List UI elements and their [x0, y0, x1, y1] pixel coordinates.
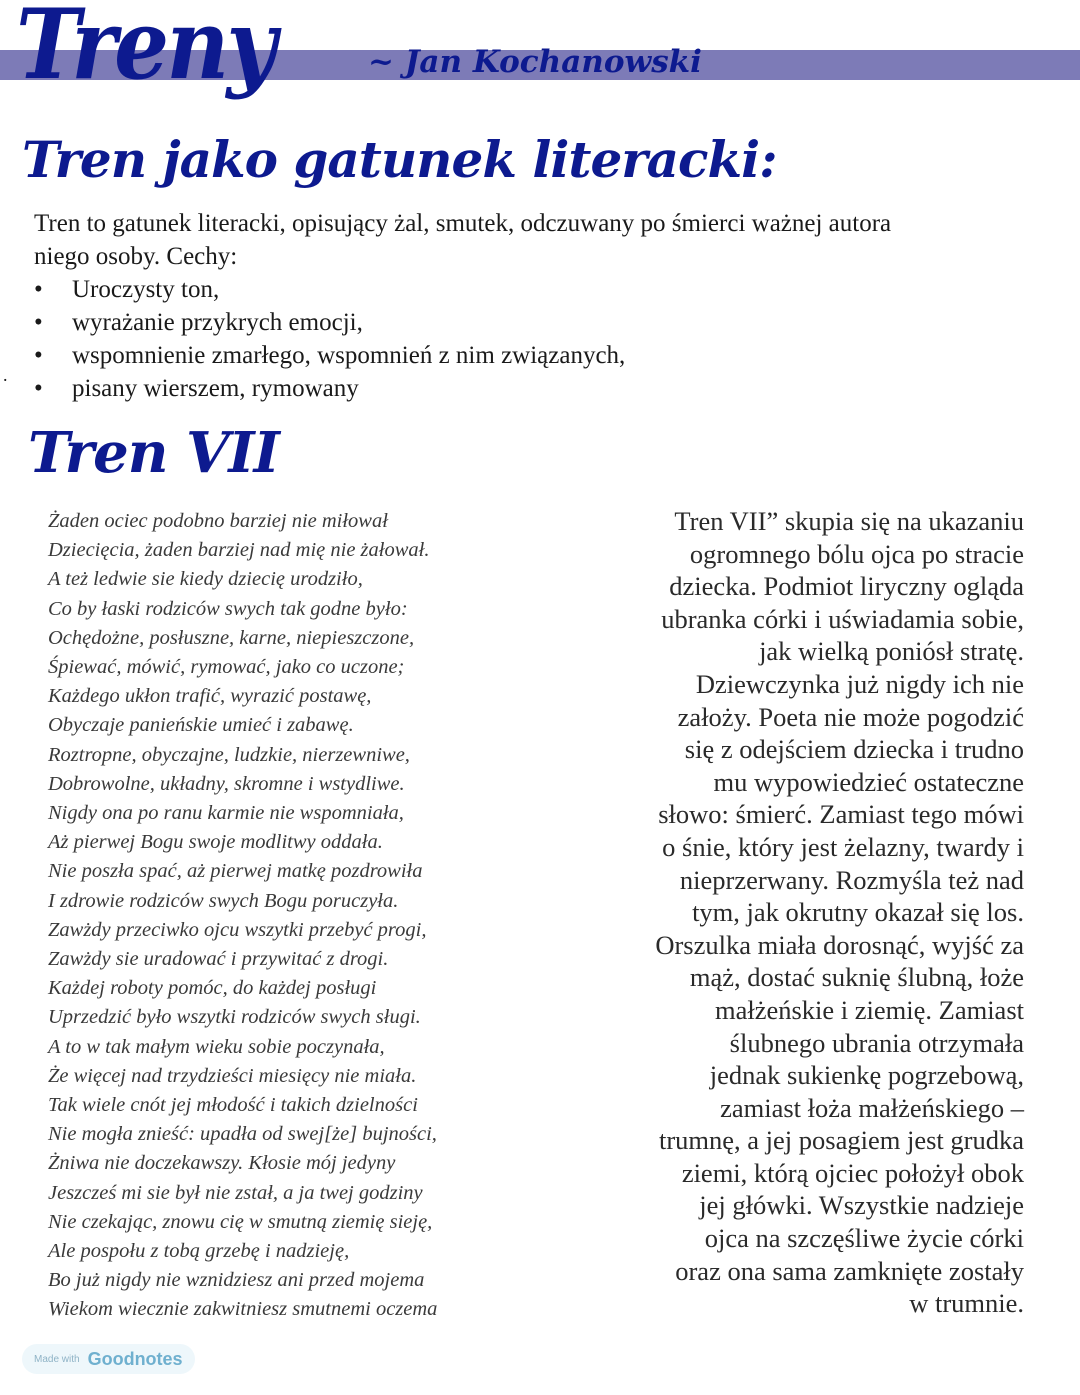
poem-line: Nigdy ona po ranu karmie nie wspomniała, [48, 802, 404, 825]
goodnotes-badge[interactable] [22, 1344, 195, 1374]
poem-line: Uprzedzić było wszytki rodziców swych sługi. [48, 1006, 421, 1029]
poem-line: Śpiewać, mówić, rymować, jako co uczone; [48, 656, 405, 679]
commentary-line: ubranka córki i uświadamia sobie, [661, 603, 1024, 634]
commentary-line: ślubnego ubrania otrzymała [729, 1027, 1024, 1058]
commentary-line: ojca na szczęśliwe życie córki [704, 1223, 1024, 1254]
poem-line: I zdrowie rodziców swych Bogu poruczyła. [48, 889, 399, 912]
author-name: ~ Jan Kochanowski [368, 44, 702, 80]
commentary-line: założy. Poeta nie może pogodzić [677, 701, 1024, 732]
commentary-line: w trumnie. [909, 1288, 1024, 1319]
commentary-line: Dziewczynka już nigdy ich nie [695, 668, 1024, 699]
poem-line: A też ledwie sie kiedy dziecię urodziło, [48, 568, 363, 591]
commentary-line: ogromnego bólu ojca po stracie [689, 538, 1024, 569]
section-heading-tren-vii: Tren VII [28, 420, 279, 486]
poem-line: Żniwa nie doczekawszy. Kłosie mój jedyny [48, 1152, 396, 1175]
commentary-line: słowo: śmierć. Zamiast tego mówi [658, 799, 1024, 830]
commentary-text [612, 505, 1024, 1320]
commentary-line: oraz ona sama zamknięte zostały [675, 1255, 1024, 1286]
commentary-line: jak wielką poniósł stratę. [759, 636, 1024, 667]
section-heading-genre: Tren jako gatunek literacki: [22, 130, 777, 189]
goodnotes-logo: Goodnotes [87, 1348, 183, 1369]
commentary-line: tym, jak okrutny okazał się los. [692, 897, 1024, 928]
commentary-line: jej główki. Wszystkie nadzieje [699, 1190, 1024, 1221]
poem-line: Ochędożne, posłuszne, karne, niepieszczone, [48, 626, 415, 649]
poem-line: Zawżdy sie uradować i przywitać z drogi. [48, 948, 389, 971]
commentary-line: o śnie, który jest żelazny, twardy i [662, 831, 1024, 862]
commentary-line: nieprzerwany. Rozmyśla też nad [679, 864, 1024, 895]
poem-line: Tak wiele cnót jej młodość i takich dzielności [48, 1094, 418, 1117]
poem-line: Jeszcześ mi sie był nie zstał, a ja twej godziny [48, 1181, 423, 1204]
commentary-line: małżeńskie i ziemię. Zamiast [714, 994, 1024, 1025]
poem-line: Co by łaski rodziców swych tak godne było: [48, 597, 408, 620]
poem-line: Żaden ociec podobno barziej nie miłował [48, 510, 388, 532]
list-item: • pisany wierszem, rymowany [34, 372, 1034, 405]
page-title: Treny [16, 0, 275, 101]
poem-text [48, 507, 608, 1325]
stray-dot: . [3, 365, 8, 385]
list-item: • Uroczysty ton, [34, 273, 1034, 306]
poem-line: Dziecięcia, żaden barziej nad mię nie żałował. [48, 539, 430, 562]
poem-line: Dobrowolne, układny, skromne i wstydliwe. [48, 772, 405, 795]
commentary-line: trumnę, a jej posagiem jest grudka [658, 1125, 1024, 1156]
commentary-line: dziecka. Podmiot liryczny ogląda [669, 571, 1024, 602]
commentary-line: mąż, dostać suknię ślubną, łoże [689, 962, 1024, 993]
made-with-label: Made with [34, 1353, 80, 1365]
commentary-line: Orszulka miała dorosnąć, wyjść za [655, 929, 1024, 960]
poem-line: Nie czekając, znowu cię w smutną ziemię sieję, [48, 1210, 433, 1233]
commentary-line: jednak sukienkę pogrzebową, [709, 1060, 1024, 1091]
commentary-line: ziemi, którą ojciec położył obok [681, 1157, 1024, 1188]
poem-line: Obyczaje panieńskie umieć i zabawę. [48, 714, 354, 737]
intro-text [34, 207, 1034, 405]
poem-line: Roztropne, obyczajne, ludzkie, nierzewniwe, [48, 743, 410, 766]
poem-line: Zawżdy przeciwko ojcu wszytki przebyć progi, [48, 918, 427, 941]
commentary-line: się z odejściem dziecka i trudno [684, 734, 1024, 765]
commentary-line: Tren VII” skupia się na ukazaniu [674, 506, 1024, 536]
poem-line: Wiekom wiecznie zakwitniesz smutnemi oczema [48, 1298, 438, 1321]
list-item: • wspomnienie zmarłego, wspomnień z nim związanych, [34, 339, 1034, 372]
commentary-line: mu wypowiedzieć ostateczne [713, 766, 1024, 797]
poem-line: Nie poszła spać, aż pierwej matkę pozdrowiła [48, 860, 423, 883]
intro-line: niego osoby. Cechy: [34, 243, 238, 270]
poem-line: Aż pierwej Bogu swoje modlitwy oddała. [48, 831, 383, 854]
poem-line: Ale pospołu z tobą grzebę i nadzieję, [48, 1240, 350, 1263]
poem-line: A to w tak małym wieku sobie poczynała, [48, 1035, 385, 1058]
poem-line: Każdego ukłon trafić, wyrazić postawę, [48, 685, 372, 708]
poem-line: Każdej roboty pomóc, do każdej posługi [48, 977, 377, 1000]
poem-line: Bo już nigdy nie wznidziesz ani przed mojema [48, 1269, 425, 1292]
poem-line: Nie mogła znieść: upadła od swej[że] bujności, [48, 1123, 437, 1146]
features-list [34, 273, 1034, 405]
commentary-line: zamiast łoża małżeńskiego – [720, 1092, 1024, 1123]
intro-line: Tren to gatunek literacki, opisujący żal, smutek, odczuwany po śmierci ważnej autora [34, 210, 892, 237]
poem-line: Że więcej nad trzydzieści miesięcy nie miała. [48, 1064, 417, 1087]
list-item: • wyrażanie przykrych emocji, [34, 306, 1034, 339]
